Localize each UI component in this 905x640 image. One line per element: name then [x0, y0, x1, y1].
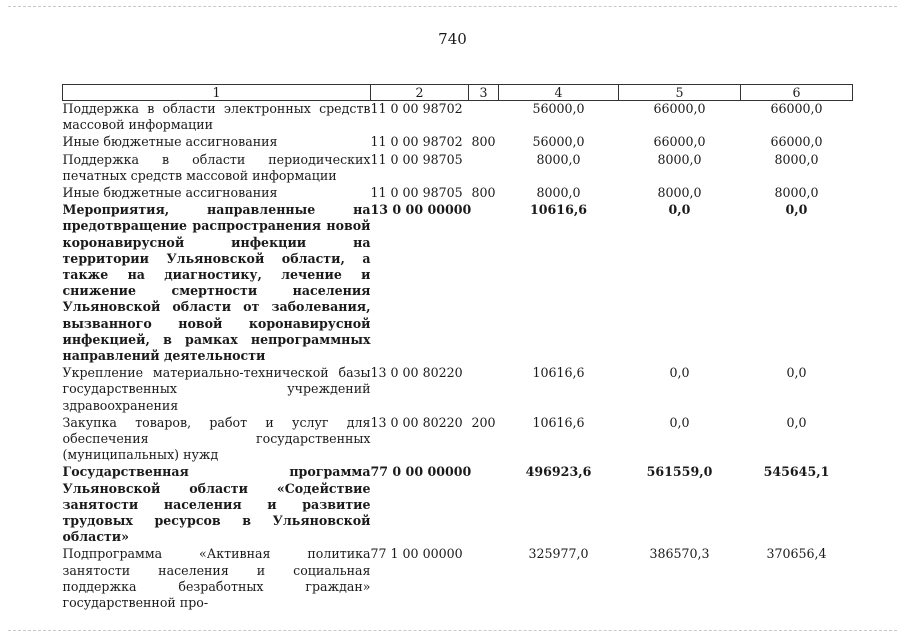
cell-name: Подпрограмма «Активная политика занятости населения и социальная поддержка безработных граждан» государственной про- — [62, 546, 371, 611]
column-header: 2 — [371, 85, 469, 101]
column-header: 1 — [63, 85, 371, 101]
cell-v5: 0,0 — [669, 365, 690, 381]
cell-name: Поддержка в области периодических печатных средств массовой информации — [62, 151, 371, 183]
cell-v4: 10616,6 — [532, 365, 585, 381]
cell-type — [469, 546, 499, 612]
cell-name: Поддержка в области электронных средств массовой информации — [62, 101, 371, 133]
budget-table — [62, 84, 853, 612]
table-row — [63, 365, 853, 415]
cell-code: 11 0 00 98705 — [370, 151, 463, 167]
cell-v6: 0,0 — [786, 414, 807, 430]
cell-v5: 66000,0 — [653, 101, 706, 116]
cell-code: 11 0 00 98705 — [370, 185, 463, 201]
cell-v5: 0,0 — [669, 414, 690, 430]
cell-v4: 8000,0 — [536, 185, 581, 201]
cell-v5: 561559,0 — [646, 464, 713, 480]
table-body — [63, 101, 853, 613]
cell-v6: 8000,0 — [774, 151, 819, 167]
cell-type — [469, 101, 499, 135]
cell-type: 200 — [471, 414, 496, 430]
cell-type — [469, 152, 499, 185]
cell-name: Иные бюджетные ассигнования — [62, 185, 278, 201]
cell-type: 800 — [471, 134, 496, 150]
cell-v4: 56000,0 — [532, 134, 585, 150]
cell-v4: 56000,0 — [532, 101, 585, 116]
table-row — [63, 202, 853, 365]
cell-code: 77 0 00 00000 — [370, 464, 472, 480]
cell-v4: 8000,0 — [536, 151, 581, 167]
table-row — [63, 152, 853, 185]
column-header: 6 — [741, 85, 853, 101]
cell-v6: 370656,4 — [766, 546, 827, 562]
table-row — [63, 464, 853, 546]
cell-name: Иные бюджетные ассигнования — [62, 134, 278, 150]
table-row — [63, 134, 853, 151]
table-row — [63, 415, 853, 465]
cell-v6: 0,0 — [786, 365, 807, 381]
scan-edge-top — [8, 6, 897, 8]
scan-edge-bottom — [8, 630, 897, 632]
cell-v6: 66000,0 — [770, 101, 823, 116]
cell-v4: 10616,6 — [530, 202, 587, 218]
cell-type — [469, 464, 499, 546]
cell-v6: 66000,0 — [770, 134, 823, 150]
cell-name: Укрепление материально-технической базы государственных учреждений здравоохранения — [62, 365, 371, 413]
table-header-row — [63, 85, 853, 101]
column-header: 4 — [499, 85, 619, 101]
cell-name: Государственная программа Ульяновской области «Содействие занятости населения и развитие трудовых ресурсов в Ульяновской области» — [62, 464, 371, 545]
cell-type: 800 — [471, 185, 496, 201]
cell-v5: 8000,0 — [657, 151, 702, 167]
cell-v4: 496923,6 — [525, 464, 592, 480]
table-row — [63, 101, 853, 135]
cell-code: 13 0 00 80220 — [370, 365, 463, 381]
cell-name: Закупка товаров, работ и услуг для обеспечения государственных (муниципальных) нужд — [62, 414, 371, 463]
table-row — [63, 185, 853, 202]
table-row — [63, 546, 853, 612]
cell-v6: 8000,0 — [774, 185, 819, 201]
cell-type — [469, 365, 499, 415]
cell-type — [469, 202, 499, 365]
cell-v6: 545645,1 — [763, 464, 830, 480]
cell-v5: 386570,3 — [649, 546, 710, 562]
cell-v5: 8000,0 — [657, 185, 702, 201]
cell-code: 13 0 00 00000 — [370, 202, 472, 218]
page-number: 740 — [438, 30, 467, 48]
cell-code: 13 0 00 80220 — [370, 414, 463, 430]
cell-v5: 66000,0 — [653, 134, 706, 150]
column-header: 3 — [469, 85, 499, 101]
cell-v4: 10616,6 — [532, 414, 585, 430]
cell-code: 77 1 00 00000 — [370, 546, 463, 562]
cell-code: 11 0 00 98702 — [370, 134, 463, 150]
cell-v6: 0,0 — [785, 202, 808, 218]
cell-v4: 325977,0 — [528, 546, 589, 562]
cell-name: Мероприятия, направленные на предотвращение распространения новой коронавирусной инфекции на территории Ульяновской области, а также на диагностику, лечение и снижение смертности населения Ульяновской области от заболевания, вызванного новой коронавирусной инфекцией, в рамках непрограммных направлений деятельности — [62, 202, 371, 364]
column-header: 5 — [619, 85, 741, 101]
cell-v5: 0,0 — [668, 202, 691, 218]
cell-code: 11 0 00 98702 — [370, 101, 463, 116]
